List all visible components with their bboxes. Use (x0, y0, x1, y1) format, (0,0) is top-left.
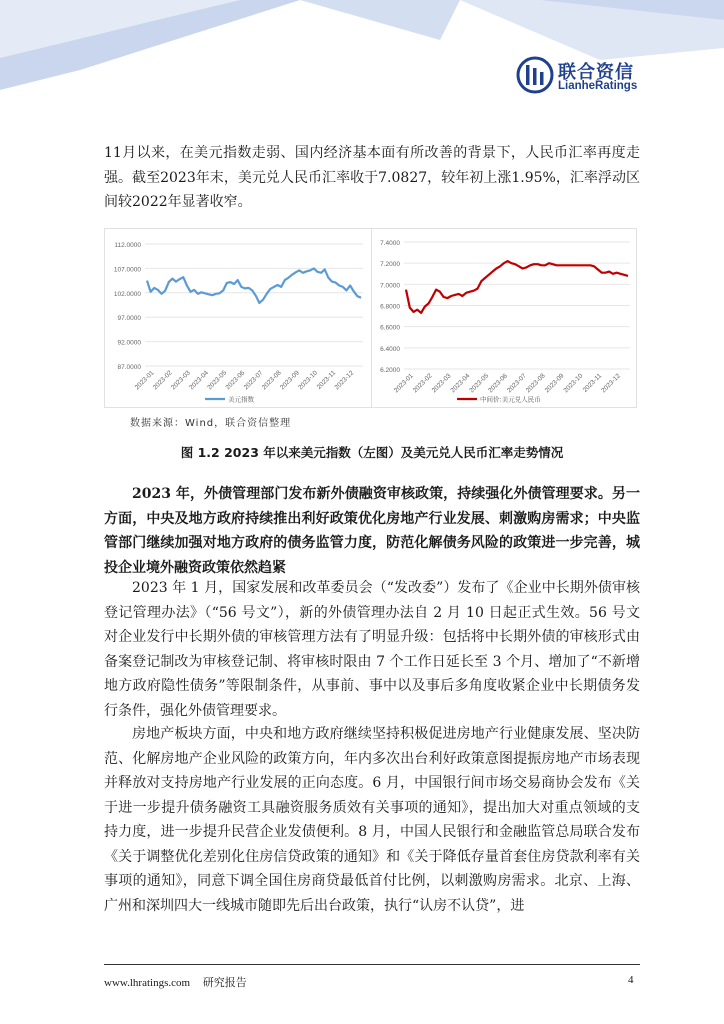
x-tick-label: 2023-05 (206, 369, 229, 392)
x-tick-label: 2023-02 (411, 372, 434, 395)
x-tick-label: 2023-12 (333, 369, 356, 392)
page-number: 4 (628, 974, 634, 986)
y-tick-label: 6.8000 (380, 303, 400, 311)
lianhe-logo-icon (516, 56, 554, 94)
x-tick-label: 2023-07 (242, 369, 265, 392)
brand-logo (516, 56, 646, 96)
y-tick-label: 112.0000 (114, 242, 141, 249)
legend-label: 中间价:美元兑人民币 (480, 395, 541, 404)
paragraph-real-estate: 房地产板块方面，中央和地方政府继续坚持积极促进房地产行业健康发展、坚决防范、化解房地产企业风险的政策方向，年内多次出台利好政策意图提振房地产市场表现并释放对支持房地产行业发展的正向态度。6 月，中国银行间市场交易商协会发布《关于进一步提升债务融资工具融资服务质效有关事项的通知》，提出加大对重点领域的支持力度，进一步提升民营企业发债便利。8 月，中国人民银行和金融监管总局联合发布《关于调整优化差别化住房信贷政策的通知》和《关于降低存量首套住房贷款利率有关事项的通知》，同意下调全国住房商贷最低首付比例，以刺激购房需求。北京、上海、广州和深圳四大一线城市随即先后出台政策，执行“认房不认贷”，进 (104, 726, 640, 914)
footer-left (104, 974, 247, 990)
footer-report-type: 研究报告 (202, 977, 247, 989)
legend-label: 美元指数 (228, 395, 254, 404)
brand-name-en: LianheRatings (558, 80, 638, 92)
x-tick-label: 2023-06 (487, 372, 509, 395)
y-tick-label: 7.2000 (380, 261, 400, 269)
section-summary: 2023 年，外债管理部门发布新外债融资审核政策，持续强化外债管理要求。另一方面，中央及地方政府持续推出利好政策优化房地产行业发展、刺激购房需求；中央监管部门继续加强对地方政府的债务监管力度，防范化解债务风险的政策进一步完善，城投企业境外融资政策依然趋紧 (104, 486, 640, 576)
usd-index-chart-svg (105, 229, 370, 407)
y-tick-label: 7.0000 (380, 282, 400, 290)
brand-name-cn: 联合资信 (558, 62, 634, 83)
y-tick-label: 97.0000 (117, 315, 141, 323)
usd-index-chart (105, 229, 370, 407)
x-tick-label: 2023-07 (506, 372, 528, 395)
y-tick-label: 87.0000 (117, 364, 141, 371)
footer-divider (104, 964, 640, 965)
x-tick-label: 2023-08 (524, 372, 547, 395)
x-tick-label: 2023-03 (170, 369, 192, 392)
x-tick-label: 2023-02 (151, 369, 174, 392)
x-tick-label: 2023-06 (224, 369, 247, 392)
x-tick-label: 2023-09 (543, 372, 566, 395)
x-tick-label: 2023-05 (468, 372, 491, 395)
figure-1-2 (104, 228, 637, 408)
x-tick-label: 2023-10 (562, 372, 585, 395)
y-tick-label: 6.6000 (380, 324, 400, 332)
y-tick-label: 7.4000 (380, 240, 400, 247)
x-tick-label: 2023-09 (279, 369, 301, 392)
intro-paragraph: 11月以来，在美元指数走弱、国内经济基本面有所改善的背景下，人民币汇率再度走强。截至2023年末，美元兑人民币汇率收于7.0827，较年初上涨1.95%，汇率浮动区间较2022年显著收窄。 (104, 145, 640, 210)
footer-website[interactable]: www.lhratings.com (104, 977, 191, 989)
x-tick-label: 2023-12 (600, 372, 622, 395)
x-tick-label: 2023-03 (430, 372, 453, 395)
x-tick-label: 2023-10 (297, 369, 319, 392)
y-tick-label: 107.0000 (113, 266, 141, 274)
usdcny-chart-svg (372, 229, 637, 407)
x-tick-label: 2023-01 (393, 372, 415, 395)
x-tick-label: 2023-01 (133, 369, 156, 392)
y-tick-label: 92.0000 (117, 339, 141, 347)
x-tick-label: 2023-04 (449, 372, 472, 395)
y-tick-label: 6.2000 (380, 367, 400, 374)
figure-source: 数据来源：Wind，联合资信整理 (130, 418, 292, 429)
usdcny-chart (371, 229, 637, 407)
y-tick-label: 6.4000 (380, 345, 400, 353)
y-tick-label: 102.0000 (113, 290, 141, 298)
paragraph-foreign-debt: 2023 年 1 月，国家发展和改革委员会（“发改委”）发布了《企业中长期外债审核登记管理办法》（“56 号文”），新的外债管理办法自 2 月 10 日起正式生效。56 号文对企业发行中长期外债的审核管理方法有了明显升级：包括将中长期外债的审核形式由备案登记制改为审核登记制、将审核时限由 7 个工作日延长至 3 个月、增加了“不新增地方政府隐性债务”等限制条件，从事前、事中以及事后多角度收紧企业中长期债务发行条件，强化外债管理要求。 (104, 580, 640, 719)
series-line (147, 268, 361, 303)
x-tick-label: 2023-04 (188, 369, 210, 392)
figure-caption: 图 1.2 2023 年以来美元指数（左图）及美元兑人民币汇率走势情况 (180, 445, 564, 460)
x-tick-label: 2023-11 (581, 372, 604, 394)
x-tick-label: 2023-11 (315, 369, 338, 391)
x-tick-label: 2023-08 (260, 369, 283, 392)
